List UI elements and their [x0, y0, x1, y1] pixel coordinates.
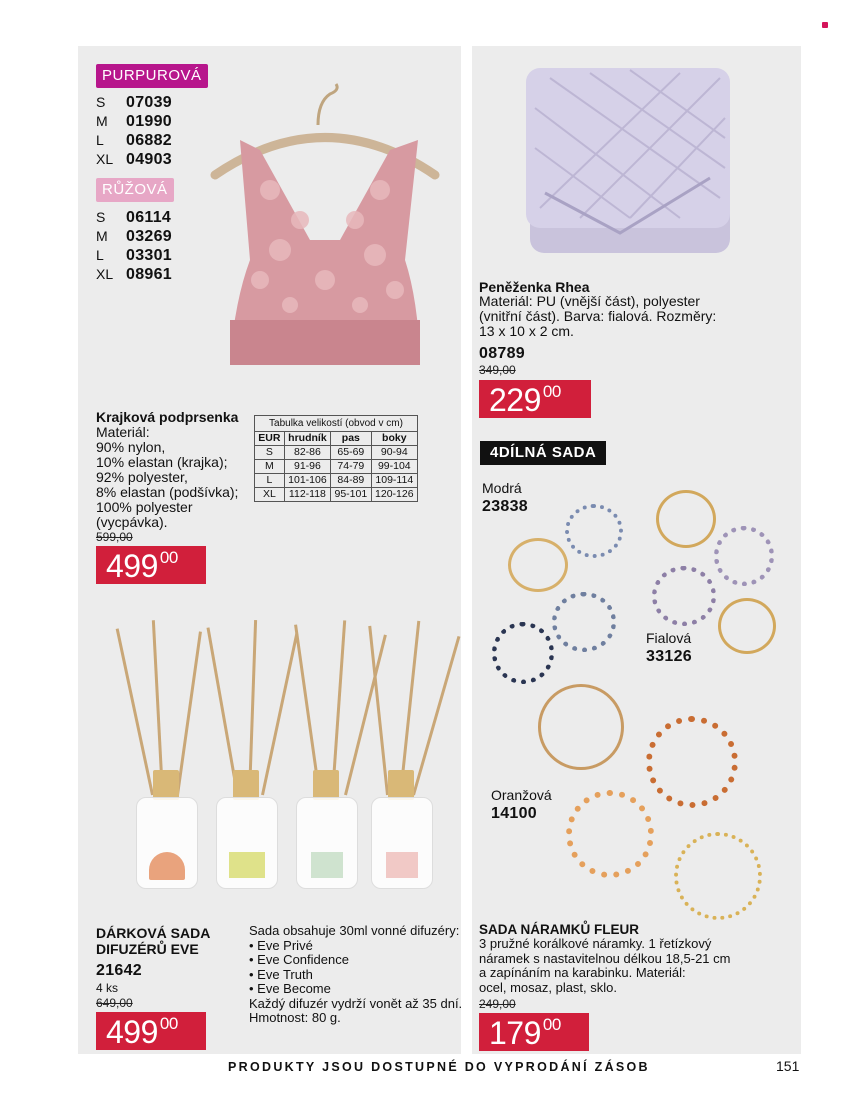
size-row: L 03301: [96, 247, 172, 264]
footer-note: PRODUKTY JSOU DOSTUPNÉ DO VYPRODÁNÍ ZÁSOB: [228, 1060, 650, 1074]
color-tag-pink: RŮŽOVÁ: [96, 178, 174, 202]
wallet-title: Peněženka Rhea: [479, 279, 590, 295]
diffuser-old-price: 649,00: [96, 996, 133, 1010]
wallet-old-price: 349,00: [479, 363, 516, 377]
bra-color-pink: [96, 178, 174, 284]
wallet-description: Materiál: PU (vnější část), polyester (vnitřní část). Barva: fialová. Rozměry: 13 x 10 x 2 cm.: [479, 293, 717, 339]
table-row: M 91-96 74-79 99-104: [255, 460, 418, 474]
diffuser-set-image: [96, 615, 456, 915]
size-row: S 06114: [96, 209, 172, 226]
brand-mark-icon: [822, 22, 828, 28]
bracelets-old-price: 249,00: [479, 997, 516, 1011]
bracelets-price-tag: 179 00: [479, 1013, 589, 1051]
wallet-code: 08789: [479, 345, 525, 362]
bra-title: Krajková podprsenka: [96, 409, 239, 425]
table-row: XL 112-118 95-101 120-126: [255, 488, 418, 502]
lace-bra-image: [190, 80, 460, 380]
bra-price-tag: 499 00: [96, 546, 206, 584]
diffuser-description: Sada obsahuje 30ml vonné difuzéry: • Eve Privé • Eve Confidence • Eve Truth • Eve Become Každý difuzér vydrží vonět až 35 dní. Hmotnost: 80 g.: [249, 923, 463, 1025]
diffuser-qty: 4 ks: [96, 981, 119, 995]
variant-purple: Fialová 33126: [646, 630, 692, 665]
set-badge: 4DÍLNÁ SADA: [480, 441, 606, 465]
variant-blue: Modrá 23838: [482, 480, 528, 515]
wallet-price-tag: 229 00: [479, 380, 591, 418]
size-table-caption: Tabulka velikostí (obvod v cm): [254, 415, 418, 431]
color-tag-purple: PURPUROVÁ: [96, 64, 208, 88]
variant-orange: Oranžová 14100: [491, 787, 552, 822]
size-row: L 06882: [96, 132, 172, 149]
diffuser-price-tag: 499 00: [96, 1012, 206, 1050]
diffuser-code: 21642: [96, 962, 142, 979]
bra-description: Materiál: 90% nylon, 10% elastan (krajka); 92% polyester, 8% elastan (podšívka); 100% polyester (vycpávka).: [96, 424, 239, 530]
size-row: XL 08961: [96, 266, 172, 283]
bracelets-image: [480, 470, 800, 920]
wallet-image: [520, 58, 740, 263]
bracelets-description: 3 pružné korálkové náramky. 1 řetízkový náramek s nastavitelnou délkou 18,5-21 cm a zapínáním na karabinku. Materiál: ocel, mosaz, plast, sklo.: [479, 936, 731, 995]
size-row: M 03269: [96, 228, 172, 245]
table-row: L 101-106 84-89 109-114: [255, 474, 418, 488]
page-number: 151: [776, 1058, 800, 1074]
size-row: M 01990: [96, 113, 172, 130]
diffuser-title: DÁRKOVÁ SADA DIFUZÉRŮ EVE: [96, 925, 211, 957]
bracelets-title: SADA NÁRAMKŮ FLEUR: [479, 922, 639, 937]
table-row: S 82-86 65-69 90-94: [255, 446, 418, 460]
size-table: Tabulka velikostí (obvod v cm) EUR hrudník pas boky S 82-86 65-69 90-94 M 91-96 74-79 99-104 L 101-106 84-89 109-114 XL 112-118 95-101 120-126: [254, 415, 418, 502]
size-row: S 07039: [96, 94, 172, 111]
size-row: XL 04903: [96, 151, 172, 168]
bra-old-price: 599,00: [96, 530, 133, 544]
